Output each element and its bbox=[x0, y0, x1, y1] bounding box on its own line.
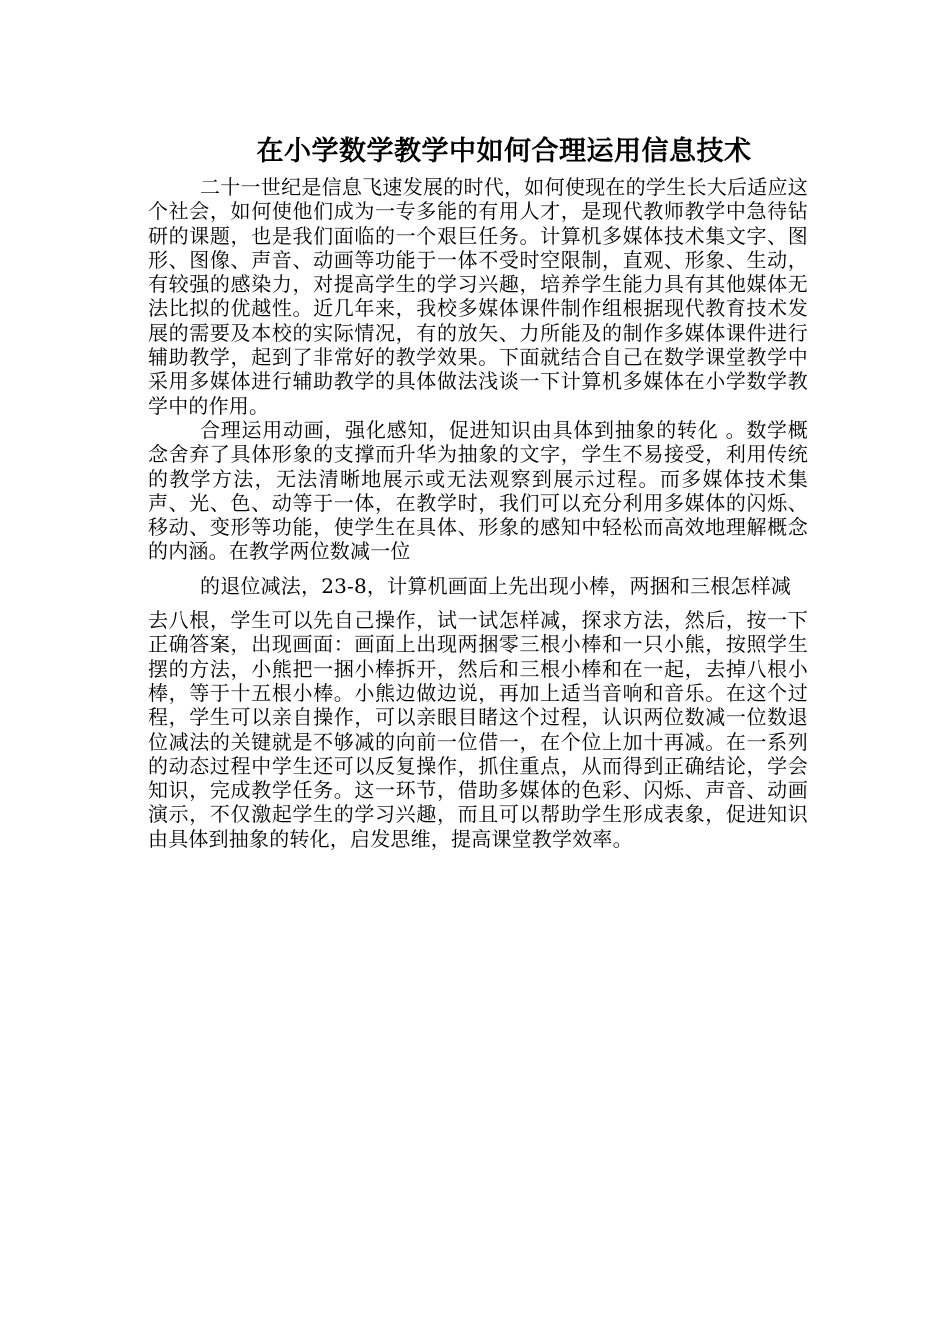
document-body bbox=[148, 175, 808, 851]
paragraph-animation-example-line: 的退位减法，23-8，计算机画面上先出现小棒，两捆和三根怎样减 bbox=[200, 573, 792, 598]
paragraph-animation-part1: 合理运用动画，强化感知，促进知识由具体到抽象的转化 。数学概念舍弃了具体形象的支撑而升华为抽象的文字，学生不易接受，利用传统的教学方法，无法清晰地展示或无法观察到展示过程。而多媒体技术集声、光、色、动等于一体，在教学时，我们可以充分利用多媒体的闪烁、移动、变形等功能，使学生在具体、形象的感知中轻松而高效地理解概念的内涵。在教学两位数减一位 bbox=[148, 417, 808, 564]
document-title: 在小学数学教学中如何合理运用信息技术 bbox=[256, 136, 752, 167]
paragraph-intro: 二十一世纪是信息飞速发展的时代，如何使现在的学生长大后适应这个社会，如何使他们成为一专多能的有用人才，是现代教师教学中急待钻研的课题，也是我们面临的一个艰巨任务。计算机多媒体技术集文字、图形、图像、声音、动画等功能于一体不受时空限制，直观、形象、生动，有较强的感染力，对提高学生的学习兴趣，培养学生能力具有其他媒体无法比拟的优越性。近几年来，我校多媒体课件制作组根据现代教育技术发展的需要及本校的实际情况，有的放矢、力所能及的制作多媒体课件进行辅助教学，起到了非常好的教学效果。下面就结合自己在数学课堂教学中采用多媒体进行辅助教学的具体做法浅谈一下计算机多媒体在小学数学教学中的作用。 bbox=[148, 175, 808, 418]
paragraph-animation-part2: 去八根，学生可以先自己操作，试一试怎样减，探求方法，然后，按一下正确答案，出现画面：画面上出现两捆零三根小棒和一只小熊，按照学生摆的方法，小熊把一捆小棒拆开，然后和三根小棒和在一起，去掉八根小棒，等于十五根小棒。小熊边做边说，再加上适当音响和音乐。在这个过程，学生可以亲自操作，可以亲眼目睹这个过程，认识两位数减一位数退位减法的关键就是不够减的向前一位借一，在个位上加十再减。在一系列的动态过程中学生还可以反复操作，抓住重点，从而得到正确结论，学会知识，完成教学任务。这一环节，借助多媒体的色彩、闪烁、声音、动画演示，不仅激起学生的学习兴趣，而且可以帮助学生形成表象，促进知识由具体到抽象的转化，启发思维，提高课堂教学效率。 bbox=[148, 608, 808, 851]
paragraph-animation bbox=[148, 418, 808, 851]
